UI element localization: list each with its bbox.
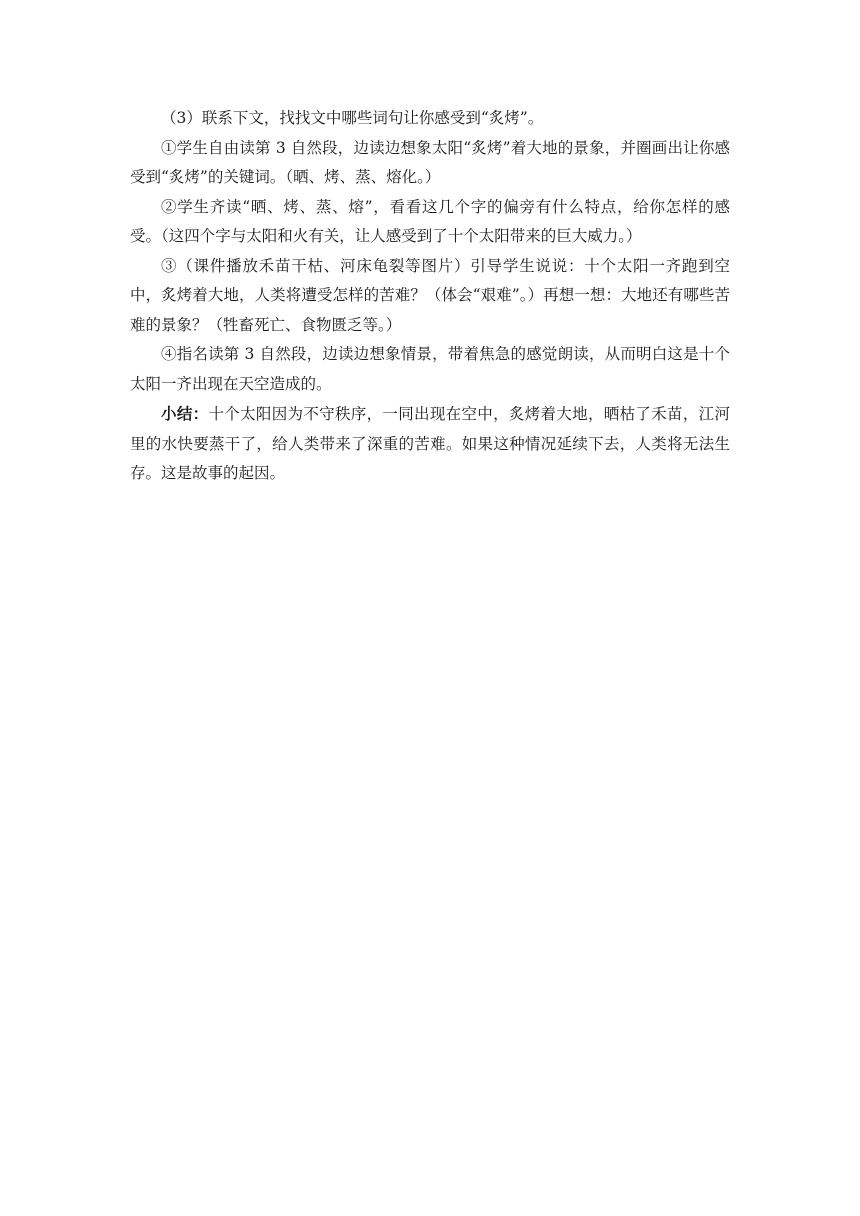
paragraph-summary bbox=[130, 399, 730, 489]
paragraph-question-3: （3）联系下文，找找文中哪些词句让你感受到“炙烤”。 bbox=[161, 109, 544, 127]
paragraph-step-4: ④指名读第 3 自然段，边读边想象情景，带着焦急的感觉朗读，从而明白这是十个太阳一齐出现在天空造成的。 bbox=[130, 345, 730, 393]
paragraph-step-1: ①学生自由读第 3 自然段，边读边想象太阳“炙烤”着大地的景象，并圈画出让你感受到“炙烤”的关键词。（晒、烤、蒸、熔化。） bbox=[130, 138, 730, 186]
document-body bbox=[130, 104, 730, 489]
paragraph-step-3: ③（课件播放禾苗干枯、河床龟裂等图片）引导学生说说：十个太阳一齐跑到空中，炙烤着大地，人类将遭受怎样的苦难？（体会“艰难”。）再想一想：大地还有哪些苦难的景象？（牲畜死亡、食物匮乏等。） bbox=[130, 256, 730, 334]
paragraph-step-2: ②学生齐读“晒、烤、蒸、熔”，看看这几个字的偏旁有什么特点，给你怎样的感受。（这四个字与太阳和火有关，让人感受到了十个太阳带来的巨大威力。） bbox=[130, 197, 730, 245]
summary-label: 小结： bbox=[161, 404, 209, 423]
summary-text: 十个太阳因为不守秩序，一同出现在空中，炙烤着大地，晒枯了禾苗，江河里的水快要蒸干了，给人类带来了深重的苦难。如果这种情况延续下去，人类将无法生存。这是故事的起因。 bbox=[130, 405, 730, 482]
